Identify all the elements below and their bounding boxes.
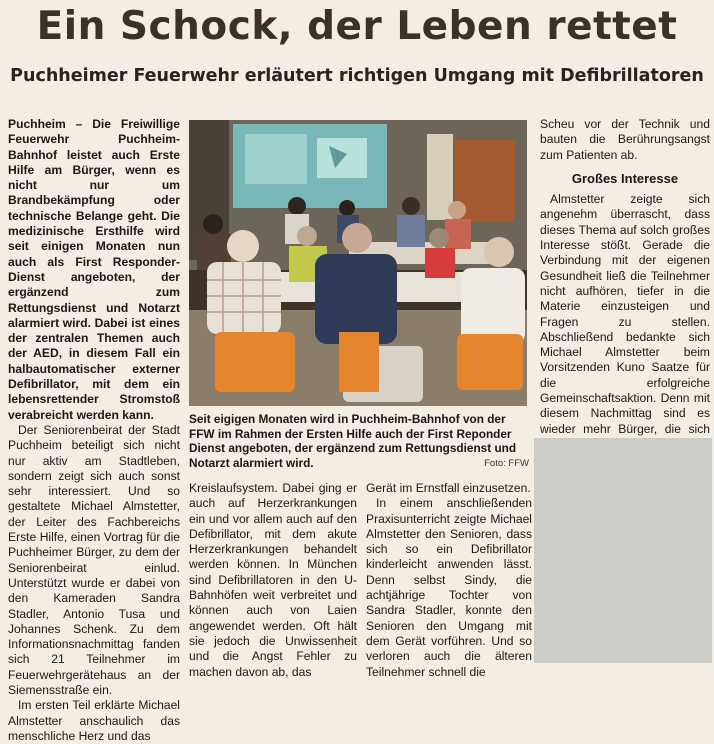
event-photo: [189, 120, 527, 406]
subheadline: Puchheimer Feuerwehr erläutert richtigen Umgang mit Defibrillatoren: [10, 66, 704, 86]
photo-credit: Foto: FFW: [484, 458, 529, 469]
redacted-area: [534, 438, 712, 663]
body-paragraph: In einem anschließenden Praxisunterricht zeigte Michael Almstetter den Senioren, dass sich so ein Defibrillator kinderleicht anwenden lässt. Denn selbst Sindy, die achtjährige Tochter von Sandra Stadler, konnte den Senioren den Umgang mit dem Gerät vorführen. Und so verloren auch die älteren Teilnehmer schnell die: [366, 496, 532, 679]
body-paragraph: Scheu vor der Technik und bauten die Berührungsangst zum Patienten ab.: [540, 117, 710, 162]
article-column-3: [366, 481, 532, 679]
seminar-room-illustration: [189, 120, 527, 406]
photo-caption: Seit eigigen Monaten wird in Puchheim-Bahnhof von der FFW im Rahmen der Ersten Hilfe auch der First Reponder Dienst angeboten, der ergänzend zum Rettungsdienst und Notarzt alarmiert wird.: [189, 412, 517, 470]
headline: Ein Schock, der Leben rettet: [36, 4, 678, 49]
section-subheading: Großes Interesse: [571, 170, 679, 186]
body-paragraph: Almstetter zeigte sich angenehm überrascht, dass dieses Thema auf solch großes Interesse stößt. Gerade die Verbindung mit der eigenen Gesundheit ließ die Teilnehmer nicht aufhören, tiefer in die Materie einzusteigen und Fragen zu stellen. Abschließend bedankte sich Michael Almstetter beim Vorsitzenden Kuno Saatze für die erfolgreiche Gemeinschaftsaktion. Denn mit diesem Nachmittag sind es wieder mehr Bürger, die sich: [540, 192, 710, 436]
body-paragraph: Kreislaufsystem. Dabei ging er auch auf Herzerkrankungen ein und vor allem auch auf den Defibrillator, mit dem akute Herzerkrankungen behandelt werden können. In München sind Defibrillatoren in den U-Bahnhöfen weit verbreitet und können auch von Laien angewendet werden. Oft hält sie jedoch die Unwissenheit und die Angst Fehler zu machen davon ab, das: [189, 481, 357, 679]
body-paragraph: Gerät im Ernstfall einzusetzen.: [366, 481, 531, 495]
body-paragraph: Der Seniorenbeirat der Stadt Puchheim beteiligt sich nicht nur aktiv am Stadtleben, sondern zeigt sich auch sonst sehr interessiert. Und so gestaltete Michael Almstetter, der Leiter des Fachbereichs Erste Hilfe, einen Vortrag für die Puchheimer Bürger, zu dem der Seniorenbeirat einlud. Unterstützt wurde er dabei von den Kameraden Sandra Stadler, Antonio Tusa und Johannes Schenk. Zu dem Informationsnachmittag fanden sich 21 Teilnehmer im Feuerwehrgerätehaus an der Siemensstraße ein.: [8, 422, 180, 697]
lead-paragraph: Puchheim – Die Freiwillige Feuerwehr Puchheim-Bahnhof leistet auch Erste Hilfe am Bürger, wenn es nicht nur um Brandbekämpfung oder technische Belange geht. Die medizinische Ersthilfe wird seit einigen Monaten nun auch als First Responder-Dienst angeboten, der ergänzend zum Rettungsdienst und Notarzt alarmiert wird. Dabei ist eines der zentralen Themen auch der AED, in diesem Fall ein halbautomatischer externer Defibrillator, mit dem ein lebensrettender Stromstoß verabreicht werden kann.: [8, 117, 180, 422]
article-column-1: [8, 117, 180, 743]
article-column-4: [540, 117, 710, 435]
article-column-2: [189, 481, 357, 679]
body-paragraph: Im ersten Teil erklärte Michael Almstetter anschaulich das menschliche Herz und das: [8, 698, 180, 743]
